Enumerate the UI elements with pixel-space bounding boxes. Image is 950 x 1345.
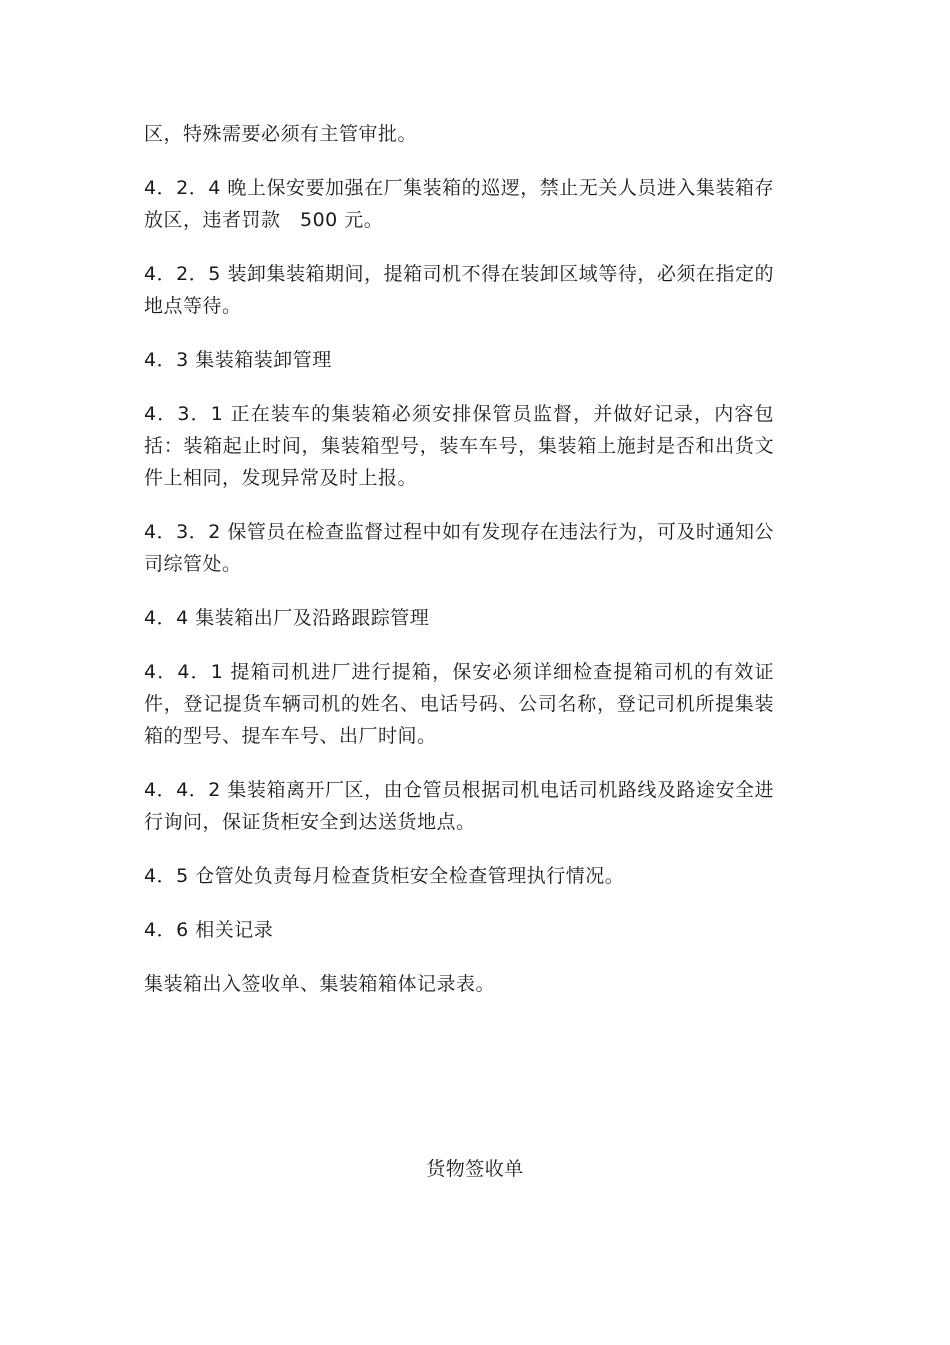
paragraph-approval-note: 区，特殊需要必须有主管审批。 — [144, 123, 418, 145]
paragraph-4-2-4: 4．2．4 晚上保安要加强在厂集装箱的巡逻，禁止无关人员进入集装箱存放区，违者罚款 500 元。 — [144, 177, 774, 231]
paragraph-4-4-2: 4．4．2 集装箱离开厂区，由仓管员根据司机电话司机路线及路途安全进行询问，保证货柜安全到达送货地点。 — [144, 779, 774, 833]
paragraph-related-records: 集装箱出入签收单、集装箱箱体记录表。 — [144, 973, 496, 995]
paragraph-4-3-2: 4．3．2 保管员在检查监督过程中如有发现存在违法行为，可及时通知公司综管处。 — [144, 521, 774, 575]
document-body — [144, 118, 774, 1022]
goods-receipt-title: 货物签收单 — [426, 1158, 524, 1180]
paragraph-4-5: 4．5 仓管处负责每月检查货柜安全检查管理执行情况。 — [144, 865, 625, 887]
paragraph-4-3-1: 4．3．1 正在装车的集装箱必须安排保管员监督，并做好记录，内容包括：装箱起止时间，集装箱型号，装车车号，集装箱上施封是否和出货文件上相同，发现异常及时上报。 — [144, 403, 774, 489]
paragraph-4-2-5: 4．2．5 装卸集装箱期间，提箱司机不得在装卸区域等待，必须在指定的地点等待。 — [144, 263, 774, 317]
section-heading-4-4: 4．4 集装箱出厂及沿路跟踪管理 — [144, 607, 430, 629]
section-heading-4-3: 4．3 集装箱装卸管理 — [144, 349, 332, 371]
paragraph-4-4-1: 4．4．1 提箱司机进厂进行提箱，保安必须详细检查提箱司机的有效证件，登记提货车辆司机的姓名、电话号码、公司名称，登记司机所提集装箱的型号、提车车号、出厂时间。 — [144, 661, 774, 747]
section-heading-4-6: 4．6 相关记录 — [144, 919, 274, 941]
